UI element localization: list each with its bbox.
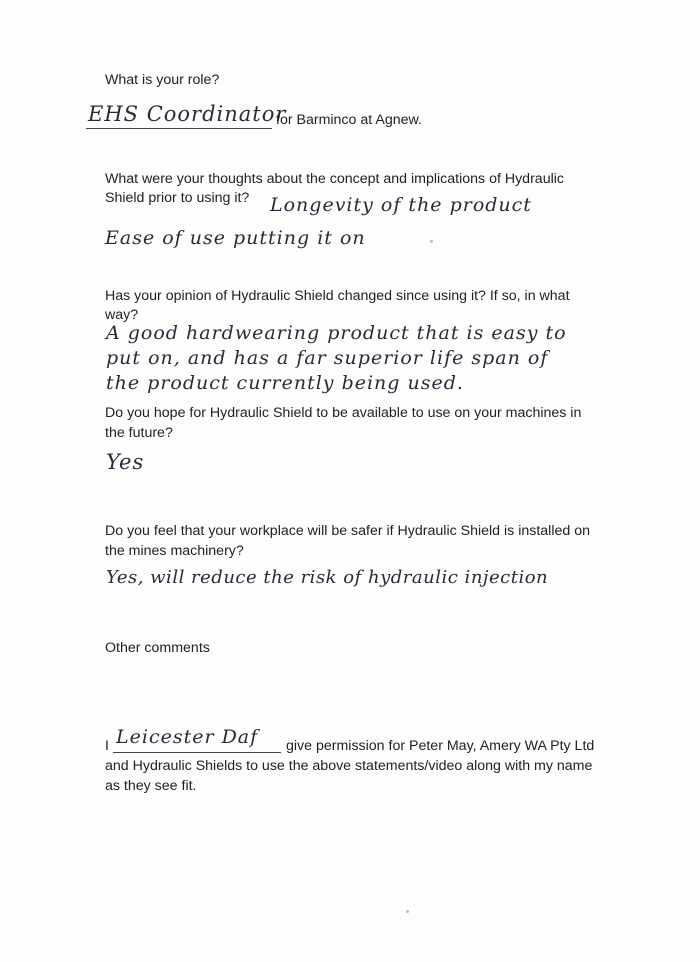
role-underline xyxy=(86,128,272,129)
question-opinion-line2: way? xyxy=(105,307,139,323)
question-safer-line1: Do you feel that your workplace will be safer if Hydraulic Shield is installed on xyxy=(105,523,590,539)
scan-speck xyxy=(406,910,409,913)
answer-future: Yes xyxy=(106,450,145,474)
permission-line1: give permission for Peter May, Amery WA Pty Ltd xyxy=(286,738,595,754)
answer-thoughts-line1: Longevity of the product xyxy=(270,194,532,216)
answer-opinion-line2: put on, and has a far superior life span of xyxy=(106,347,549,369)
question-future-line2: the future? xyxy=(105,425,173,441)
question-safer-line2: the mines machinery? xyxy=(105,543,244,559)
permission-name-handwritten: Leicester Daf xyxy=(116,726,259,748)
answer-safer: Yes, will reduce the risk of hydraulic injection xyxy=(106,567,549,588)
role-suffix: for Barminco at Agnew. xyxy=(276,112,422,128)
answer-role-handwritten: EHS Coordinator xyxy=(88,102,287,126)
permission-name-underline xyxy=(113,752,281,753)
question-other-comments: Other comments xyxy=(105,640,210,656)
permission-prefix: I xyxy=(105,738,109,754)
question-thoughts-line2: Shield prior to using it? xyxy=(105,190,250,206)
question-thoughts-line1: What were your thoughts about the concept and implications of Hydraulic xyxy=(105,171,564,187)
permission-line3: as they see fit. xyxy=(105,778,197,794)
question-future-line1: Do you hope for Hydraulic Shield to be available to use on your machines in xyxy=(105,405,582,421)
answer-thoughts-line2: Ease of use putting it on xyxy=(105,227,366,249)
question-role: What is your role? xyxy=(105,72,220,88)
answer-opinion-line3: the product currently being used. xyxy=(106,372,464,394)
answer-opinion-line1: A good hardwearing product that is easy to xyxy=(106,322,567,344)
scan-speck xyxy=(430,240,433,243)
permission-line2: and Hydraulic Shields to use the above statements/video along with my name xyxy=(105,758,593,774)
question-opinion-line1: Has your opinion of Hydraulic Shield changed since using it? If so, in what xyxy=(105,288,570,304)
